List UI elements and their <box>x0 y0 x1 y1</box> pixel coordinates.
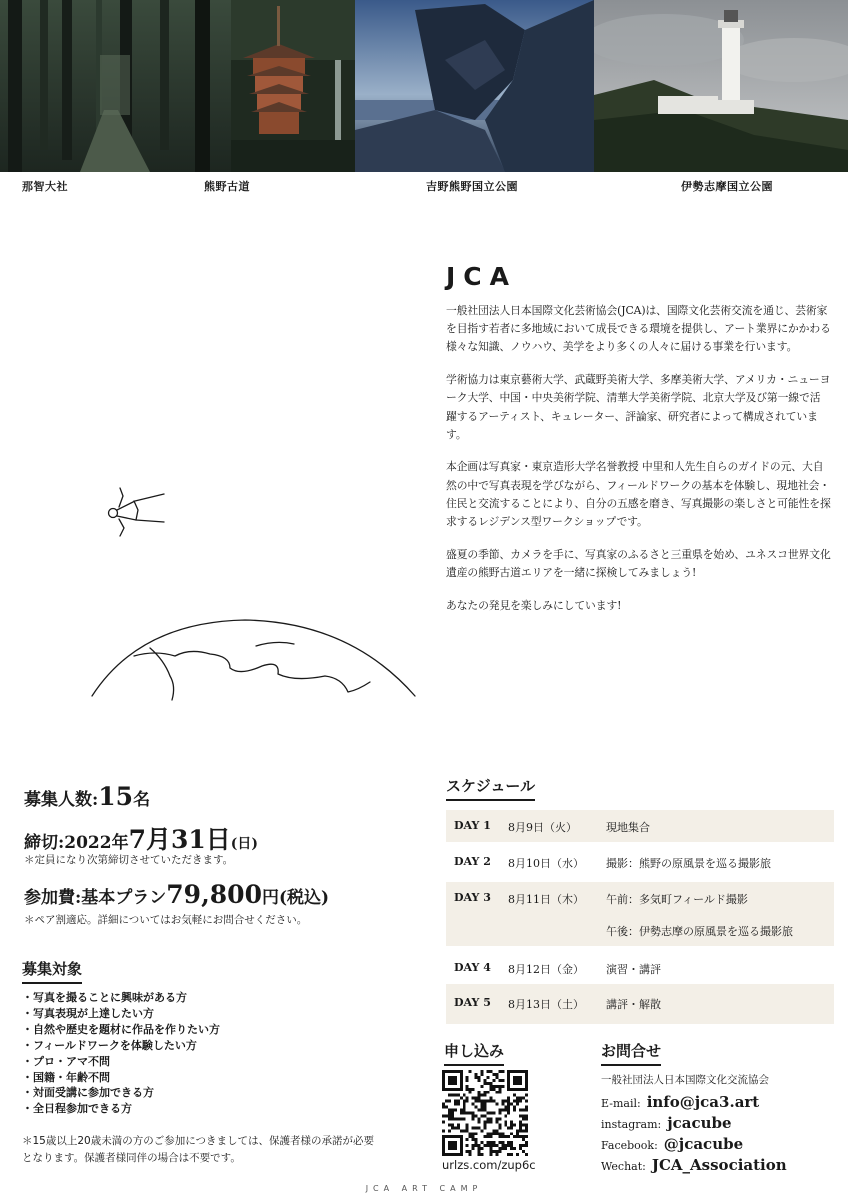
jca-title: JCA <box>446 262 517 291</box>
footer-brand: JCA ART CAMP <box>365 1184 483 1193</box>
target-list <box>22 990 220 1117</box>
contact-heading: お問合せ <box>601 1040 661 1066</box>
contact-facebook <box>601 1135 787 1153</box>
schedule-day: DAY 5 <box>454 996 491 1009</box>
schedule-event: 現地集合 <box>606 821 650 834</box>
caption-kumano-kodo: 熊野古道 <box>204 180 250 193</box>
schedule-row-day2 <box>446 842 834 882</box>
caption-nachi-taisha: 那智大社 <box>22 180 68 193</box>
schedule-event: 午前：多気町フィールド撮影 <box>606 893 748 906</box>
schedule-day: DAY 1 <box>454 819 491 832</box>
schedule-row-day3 <box>446 882 834 946</box>
caption-ise-shima: 伊勢志摩国立公園 <box>681 180 773 193</box>
schedule-date: 8月11日（木） <box>508 893 584 906</box>
contact-key: instagram: <box>601 1118 662 1131</box>
list-item: ・写真表現が上達したい方 <box>22 1006 154 1020</box>
list-item: ・プロ・アマ不問 <box>22 1054 110 1068</box>
contact-org: 一般社団法人日本国際文化交流協会 <box>601 1074 769 1086</box>
wechat-id[interactable]: JCA_Association <box>651 1156 787 1174</box>
recruit-count-unit: 名 <box>133 790 151 810</box>
instagram-link[interactable]: jcacube <box>667 1114 732 1132</box>
schedule-date: 8月10日（水） <box>508 857 584 870</box>
intro-paragraph: あなたの発見を楽しみにしています! <box>446 598 622 612</box>
intro-paragraph: 盛夏の季節、カメラを手に、写真家のふるさと三重県を始め、ユネスコ世界文化遺産の熊野古道エリアを一緒に探検してみましょう! <box>446 547 831 579</box>
email-link[interactable]: info@jca3.art <box>646 1093 760 1111</box>
contact-key: E-mail: <box>601 1097 641 1110</box>
apply-heading: 申し込み <box>444 1040 504 1066</box>
contact-instagram <box>601 1114 787 1132</box>
list-item: ・写真を撮ることに興味がある方 <box>22 991 187 1004</box>
schedule-event: 講評・解散 <box>606 998 661 1011</box>
intro-paragraph: 本企画は写真家・東京造形大学名誉教授 中里和人先生自らのガイドの元、大自然の中で写真表現を学びながら、フィールドワークの基本を体験し、現地社会・住民と交流することにより、自分の五感を磨き、写真撮影の楽しさと可能性を探求するレジデンス型ワークショップです。 <box>446 460 831 529</box>
schedule-row-day1 <box>446 810 834 842</box>
fee-label: 参加費:基本プラン <box>24 888 167 908</box>
list-item: ・国籍・年齢不問 <box>22 1070 110 1084</box>
photo-kumano-kodo <box>231 0 355 172</box>
facebook-link[interactable]: @jcacube <box>663 1135 744 1153</box>
fee-value: 79,800 <box>166 880 262 909</box>
intro-paragraph: 学術協力は東京藝術大学、武蔵野美術大学、多摩美術大学、アメリカ・ニューヨーク大学、中国・中央美術学院、清華大学美術学院、北京大学及び第一線で活躍するアーティスト、キュレーター、評論家、研究者によって構成されています。 <box>446 373 831 441</box>
schedule-date: 8月9日（火） <box>508 821 577 834</box>
age-note: ＊15歳以上20歳未満の方のご参加につきましては、保護者様の承諾が必要となります。保護者様同伴の場合は不要です。 <box>22 1135 375 1164</box>
intro-paragraph: 一般社団法人日本国際文化芸術協会(JCA)は、国際文化芸術交流を通じ、芸術家を目指す若者に多地域において成長できる環境を提供し、アート業界にかかわる様々な知識、ノウハウ、美学をより多くの人々に届ける事業を行います。 <box>446 304 831 354</box>
fee-note: ＊ペア割適応。詳細についてはお気軽にお問合せください。 <box>24 914 308 926</box>
schedule-day: DAY 3 <box>454 891 491 904</box>
contact-block <box>601 1072 787 1177</box>
contact-email <box>601 1093 787 1111</box>
schedule-day: DAY 4 <box>454 961 491 974</box>
schedule-event: 午後：伊勢志摩の原風景を巡る撮影旅 <box>606 925 793 938</box>
recruit-count <box>24 782 150 811</box>
schedule-date: 8月12日（金） <box>508 963 584 976</box>
recruit-count-label: 募集人数: <box>24 790 99 810</box>
schedule-table <box>446 810 834 1024</box>
photo-ise-shima-park <box>594 0 848 172</box>
list-item: ・対面受講に参加できる方 <box>22 1086 154 1100</box>
deadline <box>24 820 258 856</box>
schedule-row-day5 <box>446 984 834 1024</box>
schedule-event: 撮影：熊野の原風景を巡る撮影旅 <box>606 857 771 870</box>
qr-code[interactable] <box>442 1070 528 1156</box>
deadline-day: (日) <box>230 836 259 852</box>
intro-text <box>446 302 831 629</box>
fee <box>24 880 329 909</box>
schedule-event: 演習・講評 <box>606 963 661 976</box>
photo-strip <box>0 0 848 172</box>
list-item: ・フィールドワークを体験したい方 <box>22 1038 197 1052</box>
target-heading: 募集対象 <box>22 958 82 984</box>
contact-wechat <box>601 1156 787 1174</box>
contact-key: Facebook: <box>601 1139 658 1152</box>
deadline-note: ＊定員になり次第締切させていただきます。 <box>24 854 234 866</box>
floating-person-globe-illustration <box>80 470 430 710</box>
fee-unit: 円(税込) <box>261 888 330 908</box>
deadline-date: 7月31日 <box>128 825 231 854</box>
list-item: ・自然や歴史を題材に作品を作りたい方 <box>22 1022 220 1036</box>
schedule-day: DAY 2 <box>454 855 491 868</box>
recruit-count-value: 15 <box>98 782 134 811</box>
photo-nachi-taisha <box>0 0 231 172</box>
schedule-row-day4 <box>446 946 834 984</box>
deadline-label: 締切:2022年 <box>24 833 129 853</box>
schedule-heading: スケジュール <box>446 775 535 801</box>
schedule-date: 8月13日（土） <box>508 998 584 1011</box>
apply-url[interactable]: urlzs.com/zup6c <box>442 1158 536 1172</box>
contact-key: Wechat: <box>601 1160 646 1173</box>
list-item: ・全日程参加できる方 <box>22 1102 132 1116</box>
photo-yoshino-kumano-park <box>355 0 594 172</box>
caption-yoshino-kumano: 吉野熊野国立公園 <box>426 180 518 193</box>
